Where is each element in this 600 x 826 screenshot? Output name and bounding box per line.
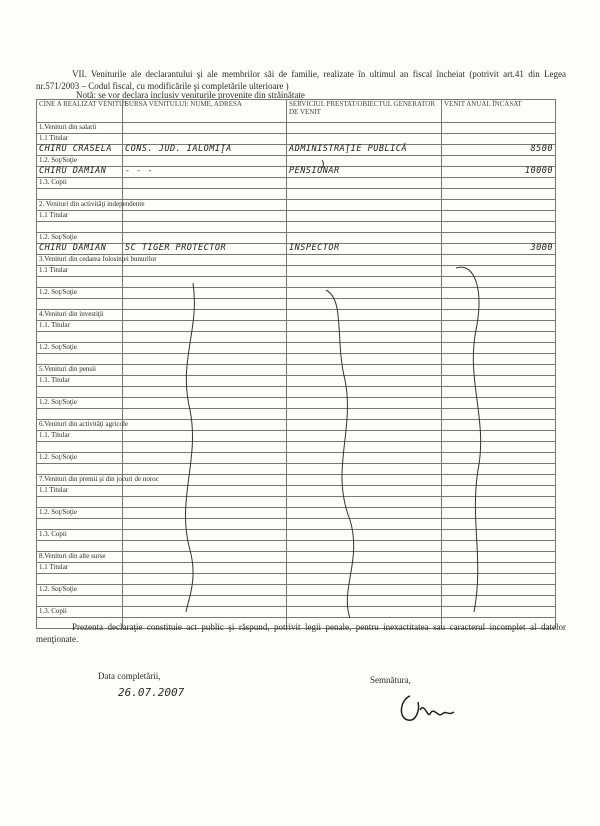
table-row — [37, 398, 556, 409]
service-cell — [287, 321, 442, 332]
table-row — [37, 332, 556, 343]
income-cell — [442, 365, 556, 376]
table-row — [37, 145, 556, 156]
table-row — [37, 354, 556, 365]
row-label-cell — [37, 464, 123, 475]
income-cell — [442, 288, 556, 299]
source-cell — [123, 574, 287, 585]
table-row — [37, 376, 556, 387]
date-value: 26.07.2007 — [118, 686, 185, 699]
table-row — [37, 233, 556, 244]
row-label-cell: 1.1 Titular — [37, 134, 123, 145]
row-label-cell — [37, 222, 123, 233]
table-row — [37, 475, 556, 486]
table-row — [37, 607, 556, 618]
table-row — [37, 420, 556, 431]
row-label-cell: 1.1 Titular — [37, 266, 123, 277]
table-row — [37, 552, 556, 563]
income-cell — [442, 211, 556, 222]
table-row — [37, 123, 556, 134]
source-cell — [123, 222, 287, 233]
row-label-cell — [37, 409, 123, 420]
source-cell — [123, 585, 287, 596]
source-cell — [123, 607, 287, 618]
row-label-cell: 1.2. Soţ/Soţie — [37, 585, 123, 596]
income-cell — [442, 453, 556, 464]
row-label-cell: CHIRU DAMIAN — [37, 244, 123, 255]
income-cell — [442, 497, 556, 508]
table-row — [37, 563, 556, 574]
table-row — [37, 464, 556, 475]
source-cell — [123, 332, 287, 343]
row-label-cell: 1.1. Titular — [37, 431, 123, 442]
income-cell — [442, 442, 556, 453]
service-cell — [287, 574, 442, 585]
table-row — [37, 365, 556, 376]
source-cell — [123, 442, 287, 453]
table-row — [37, 134, 556, 145]
row-label-cell: 3.Venituri din cedarea folosinţei bunurilor — [37, 255, 123, 266]
service-cell — [287, 310, 442, 321]
row-label-cell: 1.1. Titular — [37, 321, 123, 332]
row-label-cell — [37, 332, 123, 343]
table-row — [37, 519, 556, 530]
table-row — [37, 431, 556, 442]
table-row — [37, 497, 556, 508]
income-cell — [442, 255, 556, 266]
service-cell: ADMINISTRAŢIE PUBLICĂ — [287, 145, 442, 156]
source-cell — [123, 189, 287, 200]
row-label-cell — [37, 442, 123, 453]
source-cell — [123, 464, 287, 475]
source-cell — [123, 541, 287, 552]
source-cell — [123, 563, 287, 574]
table-row — [37, 310, 556, 321]
service-cell — [287, 563, 442, 574]
row-label-cell — [37, 519, 123, 530]
service-cell — [287, 508, 442, 519]
table-row — [37, 156, 556, 167]
header-who: CINE A REALIZAT VENITUL — [37, 100, 123, 123]
service-cell — [287, 178, 442, 189]
table-row — [37, 222, 556, 233]
row-label-cell: 1.2. Soţ/Soţie — [37, 398, 123, 409]
source-cell — [123, 409, 287, 420]
income-cell — [442, 486, 556, 497]
table-row — [37, 541, 556, 552]
source-cell — [123, 376, 287, 387]
row-label-cell: 8.Venituri din alte surse — [37, 552, 123, 563]
income-cell — [442, 420, 556, 431]
service-cell — [287, 420, 442, 431]
source-cell: - - - — [123, 167, 287, 178]
row-label-cell — [37, 541, 123, 552]
source-cell — [123, 497, 287, 508]
source-cell — [123, 310, 287, 321]
table-row — [37, 211, 556, 222]
row-label-cell — [37, 354, 123, 365]
row-label-cell: 2. Venituri din activităţi independente — [37, 200, 123, 211]
service-cell — [287, 585, 442, 596]
table-row — [37, 266, 556, 277]
service-cell — [287, 266, 442, 277]
note-text: Notă: se vor declara inclusiv veniturile provenite din străinătate — [76, 90, 305, 100]
source-cell: SC TIGER PROTECTOR — [123, 244, 287, 255]
row-label-cell — [37, 277, 123, 288]
row-label-cell: CHIRU CRASELA — [37, 145, 123, 156]
source-cell — [123, 486, 287, 497]
income-cell — [442, 596, 556, 607]
service-cell — [287, 376, 442, 387]
source-cell — [123, 398, 287, 409]
source-cell — [123, 321, 287, 332]
row-label-cell — [37, 189, 123, 200]
table-row — [37, 530, 556, 541]
row-label-cell: 7.Venituri din premii şi din jocuri de noroc — [37, 475, 123, 486]
table-row — [37, 277, 556, 288]
service-cell — [287, 552, 442, 563]
row-label-cell: 1.1 Titular — [37, 563, 123, 574]
source-cell — [123, 134, 287, 145]
source-cell — [123, 552, 287, 563]
row-label-cell: 1.Venituri din salarii — [37, 123, 123, 134]
source-cell — [123, 387, 287, 398]
table-row — [37, 178, 556, 189]
row-label-cell — [37, 497, 123, 508]
service-cell — [287, 398, 442, 409]
service-cell — [287, 343, 442, 354]
income-cell — [442, 607, 556, 618]
table-header-row — [37, 100, 556, 123]
source-cell — [123, 519, 287, 530]
income-cell — [442, 134, 556, 145]
service-cell — [287, 486, 442, 497]
service-cell — [287, 607, 442, 618]
service-cell — [287, 442, 442, 453]
income-cell — [442, 552, 556, 563]
source-cell — [123, 530, 287, 541]
table-row — [37, 255, 556, 266]
income-cell — [442, 376, 556, 387]
row-label-cell: 1.2. Soţ/Soţie — [37, 156, 123, 167]
service-cell — [287, 541, 442, 552]
income-cell — [442, 464, 556, 475]
table-row — [37, 574, 556, 585]
table-row — [37, 442, 556, 453]
table-row — [37, 244, 556, 255]
service-cell — [287, 255, 442, 266]
service-cell — [287, 453, 442, 464]
source-cell — [123, 508, 287, 519]
service-cell — [287, 519, 442, 530]
row-label-cell: 1.2. Soţ/Soţie — [37, 233, 123, 244]
table-row — [37, 288, 556, 299]
income-cell — [442, 530, 556, 541]
row-label-cell: 1.2. Soţ/Soţie — [37, 343, 123, 354]
source-cell — [123, 277, 287, 288]
intro-text: VII. Veniturile ale declarantului şi ale membrilor săi de familie, realizate în ultimul an fiscal încheiat (potrivit art.41 din Legea nr.571/2003 – Codul fiscal, cu modificările şi completările ulterioare ) — [36, 69, 566, 91]
income-cell — [442, 475, 556, 486]
income-cell — [442, 519, 556, 530]
row-label-cell: 6.Venituri din activităţi agricole — [37, 420, 123, 431]
source-cell — [123, 596, 287, 607]
row-label-cell — [37, 574, 123, 585]
source-cell — [123, 156, 287, 167]
table-row — [37, 200, 556, 211]
income-cell — [442, 321, 556, 332]
income-cell — [442, 563, 556, 574]
service-cell — [287, 299, 442, 310]
source-cell — [123, 123, 287, 134]
footer-text: Prezenta declaraţie constituie act public şi răspund, potrivit legii penale, pentru inexactitatea sau caracterul incomplet al datelor menţionate. — [36, 622, 566, 644]
income-cell — [442, 431, 556, 442]
income-cell — [442, 277, 556, 288]
row-label-cell: 1.2. Soţ/Soţie — [37, 508, 123, 519]
service-cell — [287, 530, 442, 541]
source-cell — [123, 200, 287, 211]
row-label-cell — [37, 596, 123, 607]
source-cell — [123, 453, 287, 464]
header-service: SERVICIUL PRESTAT/OBIECTUL GENERATOR DE VENIT — [287, 100, 442, 123]
service-cell — [287, 156, 442, 167]
service-cell: PENSIONAR — [287, 167, 442, 178]
income-cell — [442, 354, 556, 365]
income-cell — [442, 398, 556, 409]
income-cell — [442, 387, 556, 398]
date-label: Data completării, — [98, 671, 161, 681]
service-cell — [287, 431, 442, 442]
income-table — [36, 99, 556, 629]
source-cell — [123, 288, 287, 299]
table-row — [37, 486, 556, 497]
source-cell — [123, 266, 287, 277]
declaration-footer — [36, 621, 566, 645]
intro-paragraph — [36, 68, 566, 92]
row-label-cell: 5.Venituri din pensii — [37, 365, 123, 376]
income-cell — [442, 178, 556, 189]
income-cell — [442, 123, 556, 134]
row-label-cell — [37, 299, 123, 310]
table-row — [37, 585, 556, 596]
income-cell: 8500 — [442, 145, 556, 156]
source-cell — [123, 354, 287, 365]
header-source: SURSA VENITULUI: NUME, ADRESA — [123, 100, 287, 123]
income-cell — [442, 266, 556, 277]
row-label-cell: 1.1. Titular — [37, 376, 123, 387]
row-label-cell: 1.1 Titular — [37, 211, 123, 222]
service-cell — [287, 134, 442, 145]
source-cell: CONS. JUD. IALOMIŢA — [123, 145, 287, 156]
source-cell — [123, 211, 287, 222]
row-label-cell: 1.2. Soţ/Soţie — [37, 453, 123, 464]
row-label-cell — [37, 387, 123, 398]
income-cell — [442, 233, 556, 244]
source-cell — [123, 343, 287, 354]
income-cell — [442, 156, 556, 167]
income-cell — [442, 299, 556, 310]
row-label-cell: 4.Venituri din investiţii — [37, 310, 123, 321]
table-row — [37, 343, 556, 354]
row-label-cell: 1.2. Soţ/Soţie — [37, 288, 123, 299]
source-cell — [123, 299, 287, 310]
source-cell — [123, 178, 287, 189]
service-cell — [287, 409, 442, 420]
income-cell — [442, 200, 556, 211]
header-income: VENIT ANUAL ÎNCASAT — [442, 100, 556, 123]
row-label-cell: 1.1 Titular — [37, 486, 123, 497]
table-row — [37, 189, 556, 200]
table-row — [37, 596, 556, 607]
income-cell — [442, 409, 556, 420]
service-cell — [287, 387, 442, 398]
source-cell — [123, 431, 287, 442]
row-label-cell: CHIRU DAMIAN — [37, 167, 123, 178]
income-cell — [442, 189, 556, 200]
income-cell — [442, 222, 556, 233]
table-row — [37, 299, 556, 310]
service-cell — [287, 354, 442, 365]
income-cell — [442, 574, 556, 585]
income-cell — [442, 541, 556, 552]
income-cell: 3000 — [442, 244, 556, 255]
income-cell — [442, 585, 556, 596]
signature-mark — [394, 688, 464, 728]
income-cell: 10000 — [442, 167, 556, 178]
table-row — [37, 387, 556, 398]
service-cell — [287, 475, 442, 486]
table-row — [37, 508, 556, 519]
income-cell — [442, 310, 556, 321]
source-cell — [123, 233, 287, 244]
signature-label: Semnătura, — [370, 675, 411, 685]
service-cell — [287, 222, 442, 233]
service-cell — [287, 200, 442, 211]
service-cell — [287, 365, 442, 376]
income-cell — [442, 332, 556, 343]
service-cell — [287, 497, 442, 508]
service-cell — [287, 233, 442, 244]
service-cell — [287, 332, 442, 343]
service-cell — [287, 596, 442, 607]
table-row — [37, 453, 556, 464]
row-label-cell: 1.3. Copii — [37, 607, 123, 618]
row-label-cell: 1.3. Copii — [37, 530, 123, 541]
service-cell — [287, 123, 442, 134]
income-cell — [442, 508, 556, 519]
table-row — [37, 409, 556, 420]
table-row — [37, 167, 556, 178]
table-row — [37, 321, 556, 332]
source-cell — [123, 420, 287, 431]
service-cell — [287, 288, 442, 299]
service-cell — [287, 464, 442, 475]
service-cell: INSPECTOR — [287, 244, 442, 255]
service-cell — [287, 189, 442, 200]
source-cell — [123, 365, 287, 376]
income-cell — [442, 343, 556, 354]
service-cell — [287, 277, 442, 288]
row-label-cell: 1.3. Copii — [37, 178, 123, 189]
service-cell — [287, 211, 442, 222]
